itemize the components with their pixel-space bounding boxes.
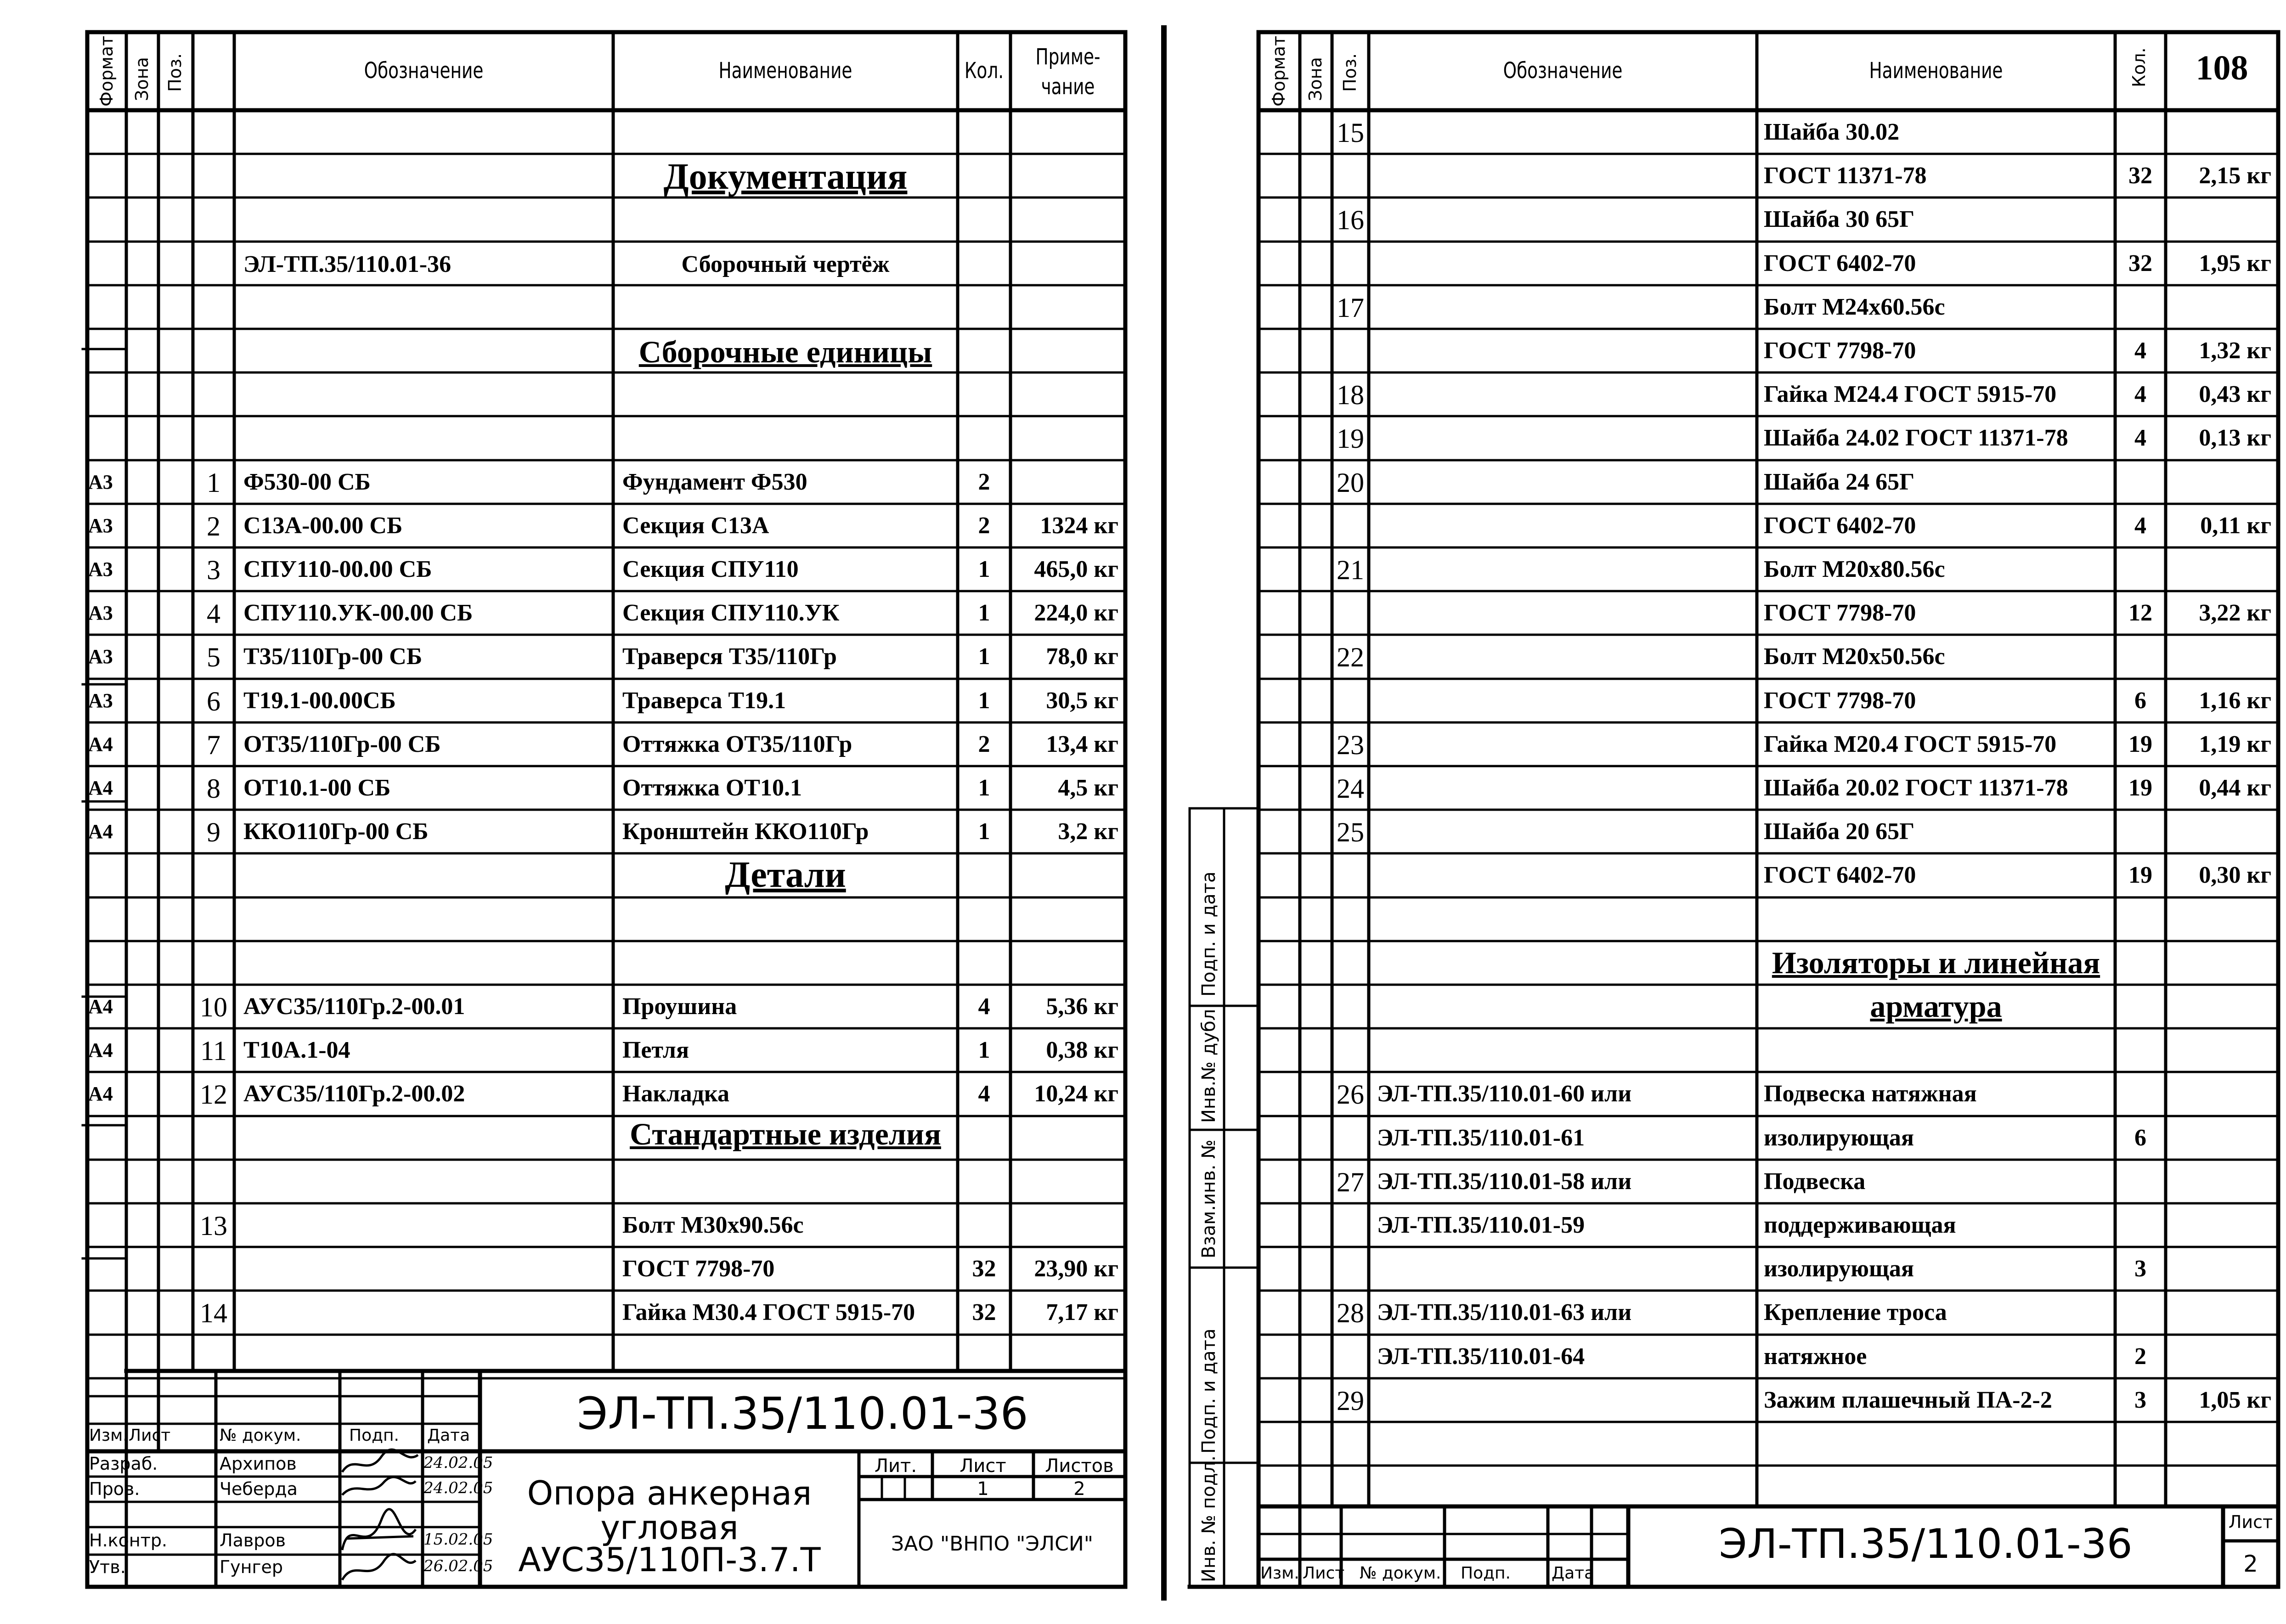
r-col-zone-header: Зона bbox=[1305, 57, 1326, 101]
tb-role-0: Разраб. bbox=[89, 1454, 158, 1474]
row-position: 3 bbox=[207, 555, 220, 585]
insulator-row-qty: 3 bbox=[2134, 1256, 2146, 1282]
right-row-note: 0,43 кг bbox=[2199, 381, 2271, 407]
right-row-qty: 4 bbox=[2134, 381, 2146, 407]
r-tb-sheet-label: Лист bbox=[2228, 1512, 2273, 1532]
row-position: 4 bbox=[207, 598, 220, 629]
row-qty: 2 bbox=[978, 731, 990, 757]
row-qty: 1 bbox=[978, 1037, 990, 1063]
row-note: 30,5 кг bbox=[1046, 688, 1118, 714]
row-format: А4 bbox=[88, 777, 113, 799]
tb-organization: ЗАО "ВНПО "ЭЛСИ" bbox=[891, 1532, 1094, 1556]
right-row-position: 23 bbox=[1337, 730, 1364, 760]
tb-person-0: Архипов bbox=[220, 1454, 297, 1474]
tb-date-3: 26.02.05 bbox=[423, 1557, 493, 1575]
row-note: 3,2 кг bbox=[1058, 818, 1118, 845]
std-position: 14 bbox=[200, 1298, 227, 1328]
doc-name: Сборочный чертёж bbox=[681, 251, 890, 277]
insulator-row-designation: ЭЛ-ТП.35/110.01-61 bbox=[1377, 1125, 1585, 1151]
row-qty: 1 bbox=[978, 600, 990, 626]
section-assemblies: Сборочные единицы bbox=[638, 334, 932, 369]
row-note: 0,38 кг bbox=[1046, 1037, 1118, 1063]
tb-sheets-value: 2 bbox=[1073, 1478, 1085, 1500]
right-row-note: 1,19 кг bbox=[2199, 731, 2271, 757]
tb-title-line3: АУС35/110П-3.7.Т bbox=[518, 1540, 821, 1579]
insulator-row-name: изолирующая bbox=[1764, 1256, 1914, 1282]
std-name: Болт М30х90.56с bbox=[622, 1212, 804, 1238]
right-row-qty: 12 bbox=[2128, 600, 2152, 626]
std-qty: 32 bbox=[972, 1256, 996, 1282]
col-qty-header: Кол. bbox=[964, 58, 1004, 84]
right-row-name: Болт М20х50.56с bbox=[1764, 643, 1945, 670]
row-note: 224,0 кг bbox=[1034, 600, 1118, 626]
left-title-code: ЭЛ-ТП.35/110.01-36 bbox=[577, 1388, 1028, 1439]
row-designation: Т35/110Гр-00 СБ bbox=[243, 643, 423, 670]
std-note: 23,90 кг bbox=[1034, 1256, 1118, 1282]
right-row-name: Шайба 20 65Г bbox=[1764, 818, 1915, 845]
right-row-name: ГОСТ 6402-70 bbox=[1764, 250, 1916, 276]
col-note-header-2: чание bbox=[1041, 74, 1095, 100]
std-name: ГОСТ 7798-70 bbox=[622, 1256, 775, 1282]
section-details: Детали bbox=[725, 855, 846, 895]
insulator-row-note: 1,05 кг bbox=[2199, 1387, 2271, 1413]
row-position: 10 bbox=[200, 992, 227, 1022]
right-row-name: Болт М20х80.56с bbox=[1764, 556, 1945, 582]
right-row-position: 21 bbox=[1337, 555, 1364, 585]
row-position: 11 bbox=[200, 1036, 227, 1066]
row-position: 9 bbox=[207, 817, 220, 847]
row-name: Траверся Т35/110Гр bbox=[622, 643, 837, 670]
row-position: 6 bbox=[207, 686, 220, 716]
insulator-row-designation: ЭЛ-ТП.35/110.01-60 или bbox=[1377, 1081, 1632, 1107]
stamp-sign-date-2: Подп. и дата bbox=[1198, 1328, 1219, 1454]
row-note: 10,24 кг bbox=[1034, 1081, 1118, 1107]
row-name: Фундамент Ф530 bbox=[622, 469, 807, 495]
insulator-row-designation: ЭЛ-ТП.35/110.01-64 bbox=[1377, 1343, 1585, 1370]
right-row-note: 1,32 кг bbox=[2199, 338, 2271, 364]
row-name: Траверса Т19.1 bbox=[622, 688, 786, 714]
section-standard: Стандартные изделия bbox=[630, 1116, 941, 1151]
row-qty: 2 bbox=[978, 513, 990, 539]
r-tb-sheet-value: 2 bbox=[2243, 1551, 2258, 1577]
tb-h-list: Лист bbox=[129, 1426, 171, 1445]
tb-title-line2: угловая bbox=[600, 1508, 739, 1547]
right-row-qty: 19 bbox=[2128, 731, 2152, 757]
right-row-name: ГОСТ 7798-70 bbox=[1764, 338, 1916, 364]
row-designation: АУС35/110Гр.2-00.01 bbox=[243, 993, 465, 1020]
tb-role-1: Пров. bbox=[89, 1479, 140, 1499]
sheet-divider bbox=[1161, 25, 1167, 1601]
tb-person-1: Чеберда bbox=[220, 1479, 298, 1499]
tb-h-sign: Подп. bbox=[349, 1426, 399, 1445]
r-tb-h-doc: № докум. bbox=[1360, 1564, 1441, 1583]
tb-h-doc: № докум. bbox=[220, 1426, 301, 1445]
right-row-note: 2,15 кг bbox=[2199, 163, 2271, 189]
row-format: А4 bbox=[88, 1083, 113, 1105]
right-row-qty: 6 bbox=[2134, 688, 2146, 714]
row-designation: АУС35/110Гр.2-00.02 bbox=[243, 1081, 465, 1107]
insulator-row-position: 27 bbox=[1337, 1167, 1364, 1197]
right-row-name: ГОСТ 6402-70 bbox=[1764, 862, 1916, 888]
tb-sheet-label: Лист bbox=[960, 1455, 1006, 1477]
row-name: Оттяжка ОТ10.1 bbox=[622, 775, 802, 801]
insulator-row-designation: ЭЛ-ТП.35/110.01-63 или bbox=[1377, 1299, 1632, 1325]
right-title-code: ЭЛ-ТП.35/110.01-36 bbox=[1719, 1520, 2133, 1568]
row-name: Оттяжка ОТ35/110Гр bbox=[622, 731, 852, 757]
row-designation: ОТ10.1-00 СБ bbox=[243, 775, 391, 801]
row-designation: ОТ35/110Гр-00 СБ bbox=[243, 731, 441, 757]
col-format-header: Формат bbox=[96, 35, 117, 107]
row-designation: Ф530-00 СБ bbox=[243, 469, 371, 495]
r-col-qty-header: Кол. bbox=[2129, 47, 2149, 87]
r-tb-h-date: Дата bbox=[1552, 1564, 1595, 1583]
col-pos-header: Поз. bbox=[165, 53, 185, 92]
row-designation: СПУ110-00.00 СБ bbox=[243, 556, 432, 582]
right-row-name: Гайка М24.4 ГОСТ 5915-70 bbox=[1764, 381, 2057, 407]
right-row-name: ГОСТ 6402-70 bbox=[1764, 513, 1916, 539]
insulator-row-qty: 3 bbox=[2134, 1387, 2146, 1413]
row-position: 2 bbox=[207, 511, 220, 541]
row-note: 465,0 кг bbox=[1034, 556, 1118, 582]
insulator-row-position: 28 bbox=[1337, 1298, 1364, 1328]
right-row-name: Шайба 20.02 ГОСТ 11371-78 bbox=[1764, 775, 2068, 801]
std-qty: 32 bbox=[972, 1299, 996, 1325]
tb-date-1: 24.02.05 bbox=[423, 1479, 493, 1497]
right-row-position: 25 bbox=[1337, 817, 1364, 847]
row-name: Накладка bbox=[622, 1081, 730, 1107]
insulator-row-name: изолирующая bbox=[1764, 1125, 1914, 1151]
row-qty: 1 bbox=[978, 556, 990, 582]
row-note: 13,4 кг bbox=[1046, 731, 1118, 757]
right-row-name: Шайба 24.02 ГОСТ 11371-78 bbox=[1764, 425, 2068, 451]
insulator-row-name: Зажим плашечный ПА-2-2 bbox=[1764, 1387, 2052, 1413]
stamp-sign-date: Подп. и дата bbox=[1198, 871, 1219, 997]
right-row-position: 16 bbox=[1337, 205, 1364, 235]
right-row-name: Гайка М20.4 ГОСТ 5915-70 bbox=[1764, 731, 2057, 757]
right-row-note: 0,44 кг bbox=[2199, 775, 2271, 801]
right-row-note: 0,11 кг bbox=[2200, 513, 2271, 539]
row-designation: ККО110Гр-00 СБ bbox=[243, 818, 429, 845]
tb-person-2: Лавров bbox=[220, 1530, 286, 1551]
tb-h-izm: Изм. bbox=[89, 1426, 128, 1445]
row-format: А3 bbox=[88, 471, 113, 493]
insulator-row-designation: ЭЛ-ТП.35/110.01-58 или bbox=[1377, 1168, 1632, 1195]
row-note: 1324 кг bbox=[1040, 513, 1118, 539]
row-qty: 1 bbox=[978, 688, 990, 714]
insulator-row-designation: ЭЛ-ТП.35/110.01-59 bbox=[1377, 1212, 1585, 1238]
row-format: А4 bbox=[88, 995, 113, 1018]
row-format: А3 bbox=[88, 689, 113, 712]
row-name: Секция С13А bbox=[622, 513, 769, 539]
row-designation: Т19.1-00.00СБ bbox=[243, 688, 396, 714]
right-row-qty: 32 bbox=[2128, 163, 2152, 189]
right-row-position: 24 bbox=[1337, 773, 1364, 804]
right-row-position: 20 bbox=[1337, 468, 1364, 498]
row-note: 78,0 кг bbox=[1046, 643, 1118, 670]
right-row-position: 22 bbox=[1337, 642, 1364, 672]
r-col-name-header: Наименование bbox=[1869, 58, 2003, 84]
right-row-name: Шайба 24 65Г bbox=[1764, 469, 1915, 495]
col-zone-header: Зона bbox=[132, 57, 152, 101]
stamp-vzam-inv: Взам.инв. № bbox=[1198, 1139, 1219, 1258]
r-col-format-header: Формат bbox=[1269, 35, 1289, 107]
right-sheet bbox=[1167, 0, 2286, 1624]
r-col-designation-header: Обозначение bbox=[1503, 58, 1623, 84]
col-designation-header: Обозначение bbox=[364, 58, 484, 84]
tb-date-2: 15.02.05 bbox=[423, 1530, 493, 1549]
right-row-qty: 19 bbox=[2128, 862, 2152, 888]
row-note: 5,36 кг bbox=[1046, 993, 1118, 1020]
row-qty: 2 bbox=[978, 469, 990, 495]
col-name-header: Наименование bbox=[718, 58, 852, 84]
right-row-note: 3,22 кг bbox=[2199, 600, 2271, 626]
r-tb-h-izm: Изм. bbox=[1260, 1564, 1299, 1583]
row-name: Секция СПУ110 bbox=[622, 556, 799, 582]
right-row-qty: 4 bbox=[2134, 513, 2146, 539]
insulator-row-position: 29 bbox=[1337, 1386, 1364, 1416]
r-tb-h-sign: Подп. bbox=[1461, 1564, 1511, 1583]
stamp-inv-podl: Инв. № подл. bbox=[1198, 1455, 1219, 1582]
insulator-row-qty: 6 bbox=[2134, 1125, 2146, 1151]
std-position: 13 bbox=[200, 1211, 227, 1241]
right-row-name: ГОСТ 11371-78 bbox=[1764, 163, 1927, 189]
row-format: А4 bbox=[88, 820, 113, 843]
row-format: А3 bbox=[88, 514, 113, 537]
row-format: А3 bbox=[88, 558, 113, 581]
right-row-name: Болт М24х60.56с bbox=[1764, 294, 1945, 320]
insulator-row-name: поддерживающая bbox=[1764, 1212, 1956, 1238]
right-row-name: Шайба 30.02 bbox=[1764, 119, 1900, 145]
col-note-header-1: Приме- bbox=[1035, 44, 1101, 70]
right-row-name: ГОСТ 7798-70 bbox=[1764, 600, 1916, 626]
right-title-block-grid bbox=[1167, 0, 2286, 1624]
row-format: А4 bbox=[88, 1039, 113, 1061]
tb-role-3: Утв. bbox=[89, 1557, 126, 1577]
right-row-position: 18 bbox=[1337, 380, 1364, 410]
section-insulators-2: арматура bbox=[1870, 989, 2002, 1024]
row-position: 7 bbox=[207, 730, 220, 760]
insulator-row-qty: 2 bbox=[2134, 1343, 2146, 1370]
row-qty: 4 bbox=[978, 993, 990, 1020]
page-number: 108 bbox=[2196, 49, 2248, 87]
section-insulators-1: Изоляторы и линейная bbox=[1772, 945, 2100, 980]
right-row-note: 0,13 кг bbox=[2199, 425, 2271, 451]
r-tb-h-list: Лист bbox=[1303, 1564, 1345, 1583]
row-qty: 1 bbox=[978, 775, 990, 801]
right-row-note: 0,30 кг bbox=[2199, 862, 2271, 888]
row-note: 4,5 кг bbox=[1058, 775, 1118, 801]
tb-role-2: Н.контр. bbox=[89, 1530, 168, 1551]
right-row-note: 1,16 кг bbox=[2199, 688, 2271, 714]
right-row-qty: 4 bbox=[2134, 425, 2146, 451]
right-row-position: 17 bbox=[1337, 293, 1364, 323]
row-qty: 4 bbox=[978, 1081, 990, 1107]
tb-date-0: 24.02.05 bbox=[423, 1454, 493, 1472]
row-name: Проушина bbox=[622, 993, 737, 1020]
row-name: Секция СПУ110.УК bbox=[622, 600, 840, 626]
right-row-note: 1,95 кг bbox=[2199, 250, 2271, 276]
tb-title-line1: Опора анкерная bbox=[527, 1474, 812, 1512]
row-designation: С13А-00.00 СБ bbox=[243, 513, 403, 539]
std-note: 7,17 кг bbox=[1046, 1299, 1118, 1325]
stamp-inv-dubl: Инв.№ дубл. bbox=[1198, 1003, 1219, 1123]
row-position: 8 bbox=[207, 773, 220, 804]
insulator-row-position: 26 bbox=[1337, 1079, 1364, 1110]
row-position: 12 bbox=[200, 1079, 227, 1110]
right-row-qty: 4 bbox=[2134, 338, 2146, 364]
row-qty: 1 bbox=[978, 643, 990, 670]
r-col-pos-header: Поз. bbox=[1340, 53, 1360, 92]
row-name: Петля bbox=[622, 1037, 689, 1063]
right-row-qty: 19 bbox=[2128, 775, 2152, 801]
tb-lit-label: Лит. bbox=[874, 1455, 917, 1477]
row-format: А3 bbox=[88, 602, 113, 624]
row-designation: СПУ110.УК-00.00 СБ bbox=[243, 600, 473, 626]
tb-person-3: Гунгер bbox=[220, 1557, 283, 1577]
insulator-row-name: Подвеска bbox=[1764, 1168, 1866, 1195]
row-format: А3 bbox=[88, 645, 113, 668]
insulator-row-name: натяжное bbox=[1764, 1343, 1867, 1370]
tb-h-date: Дата bbox=[427, 1426, 470, 1445]
std-name: Гайка М30.4 ГОСТ 5915-70 bbox=[622, 1299, 915, 1325]
right-row-position: 15 bbox=[1337, 118, 1364, 148]
doc-designation: ЭЛ-ТП.35/110.01-36 bbox=[243, 251, 452, 277]
row-position: 1 bbox=[207, 468, 220, 498]
right-row-qty: 32 bbox=[2128, 250, 2152, 276]
row-name: Кронштейн ККО110Гр bbox=[622, 818, 869, 845]
right-row-name: Шайба 30 65Г bbox=[1764, 206, 1915, 232]
row-designation: Т10А.1-04 bbox=[243, 1037, 350, 1063]
row-format: А4 bbox=[88, 733, 113, 756]
right-row-position: 19 bbox=[1337, 423, 1364, 454]
row-qty: 1 bbox=[978, 818, 990, 845]
tb-sheets-label: Листов bbox=[1045, 1455, 1114, 1477]
insulator-row-name: Подвеска натяжная bbox=[1764, 1081, 1977, 1107]
section-documentation: Документация bbox=[663, 157, 908, 197]
tb-sheet-value: 1 bbox=[977, 1478, 989, 1500]
right-row-name: ГОСТ 7798-70 bbox=[1764, 688, 1916, 714]
row-position: 5 bbox=[207, 642, 220, 672]
insulator-row-name: Крепление троса bbox=[1764, 1299, 1947, 1325]
